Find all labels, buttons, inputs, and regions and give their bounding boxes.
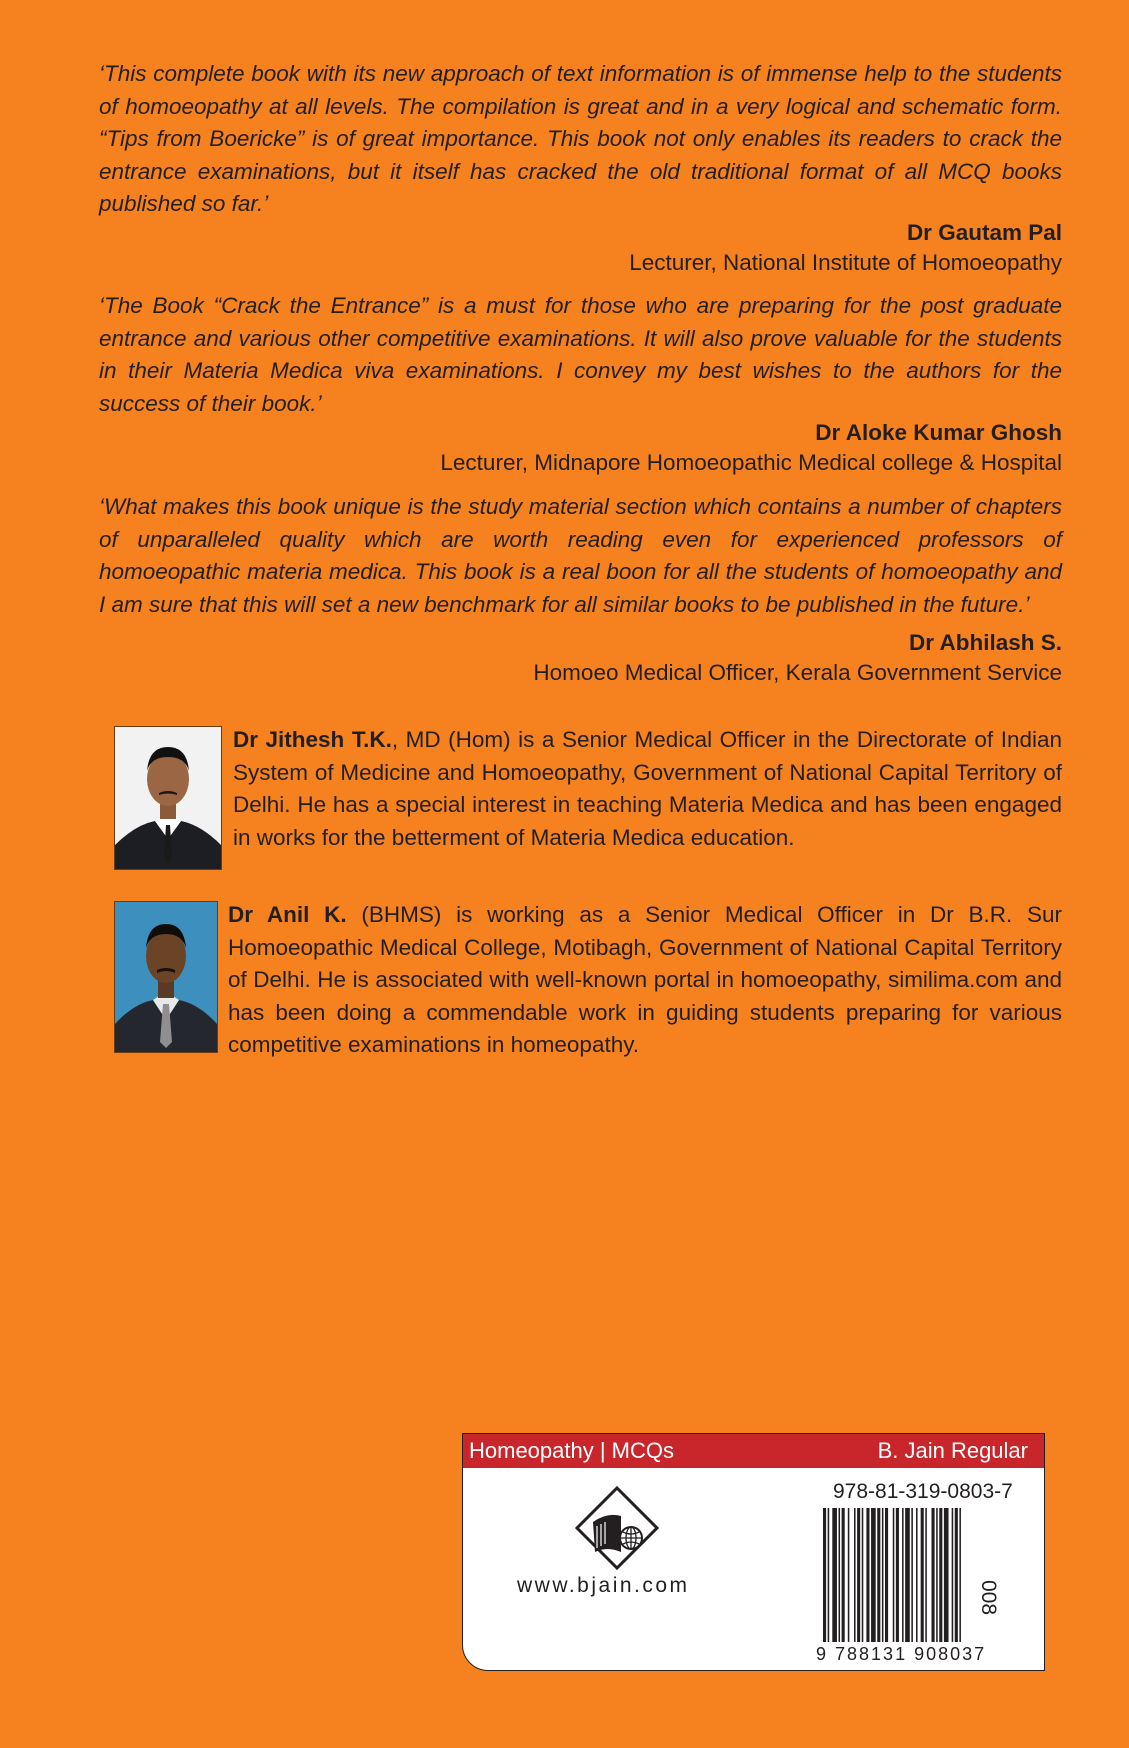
author-bio-text-jithesh: , MD (Hom) is a Senior Medical Officer in the Directorate of Indian System of Medicine and Homoeopathy, Government of National Capital Territory of Delhi. He has a special interest in teaching Materia Medica and has been engaged in works for the betterment of Materia Medica education. — [233, 727, 1062, 850]
category-bar — [463, 1434, 1044, 1468]
publisher-website: www.bjain.com — [517, 1574, 690, 1597]
category-label: Homeopathy | MCQs — [469, 1438, 675, 1463]
testimonial-quote-1: ‘This complete book with its new approach of text information is of immense help to the students of homoeopathy at all levels. The compilation is great and in a very logical and schematic form. “Tips from Boericke” is of great importance. This book not only enables its readers to crack the entrance examinations, but it itself has cracked the old traditional format of all MCQ books published so far.’ — [99, 61, 1062, 216]
isbn-number: 978-81-319-0803-7 — [833, 1480, 1013, 1503]
testimonial-role-2: Lecturer, Midnapore Homoeopathic Medical college & Hospital — [440, 450, 1062, 475]
testimonial-name-3: Dr Abhilash S. — [909, 630, 1062, 655]
author-photo-jithesh — [114, 726, 222, 870]
publisher-logo-icon — [571, 1482, 663, 1574]
testimonial-quote-3: ‘What makes this book unique is the study material section which contains a number of chapters of unparalleled quality which are worth reading even for experienced professors of homoeopathic materia medica. This book is a real boon for all the students of homoeopathy and I am sure that this will set a new benchmark for all similar books to be published in the future.’ — [99, 494, 1062, 617]
price-code: 008 — [977, 1580, 1000, 1616]
barcode-digits: 9 788131 908037 — [816, 1644, 987, 1664]
testimonial-quote-2: ‘The Book “Crack the Entrance” is a must for those who are preparing for the post graduate entrance and various other competitive examinations. It will also prove valuable for the students in their Materia Medica viva examinations. I convey my best wishes to the authors for the success of their book.’ — [99, 293, 1062, 416]
author-photo-anil — [114, 901, 218, 1053]
testimonial-name-2: Dr Aloke Kumar Ghosh — [815, 420, 1062, 445]
author-bio-anil — [228, 899, 1062, 1062]
imprint-label: B. Jain Regular — [877, 1438, 1028, 1463]
testimonial-role-1: Lecturer, National Institute of Homoeopathy — [629, 250, 1062, 275]
publisher-panel — [462, 1433, 1045, 1671]
testimonial-role-3: Homoeo Medical Officer, Kerala Government Service — [533, 660, 1062, 685]
author-bio-text-anil: (BHMS) is working as a Senior Medical Officer in Dr B.R. Sur Homoeopathic Medical College, Motibagh, Government of National Capital Territory of Delhi. He is associated with well-known portal in homoeopathy, similima.com and has been doing a commendable work in guiding students preparing for various competitive examinations in homeopathy. — [228, 902, 1063, 1057]
barcode-icon — [823, 1508, 1009, 1642]
author-bio-jithesh — [233, 724, 1062, 854]
author-name-anil: Dr Anil K. — [228, 902, 347, 927]
testimonial-name-1: Dr Gautam Pal — [906, 220, 1062, 245]
author-name-jithesh: Dr Jithesh T.K. — [233, 727, 392, 752]
